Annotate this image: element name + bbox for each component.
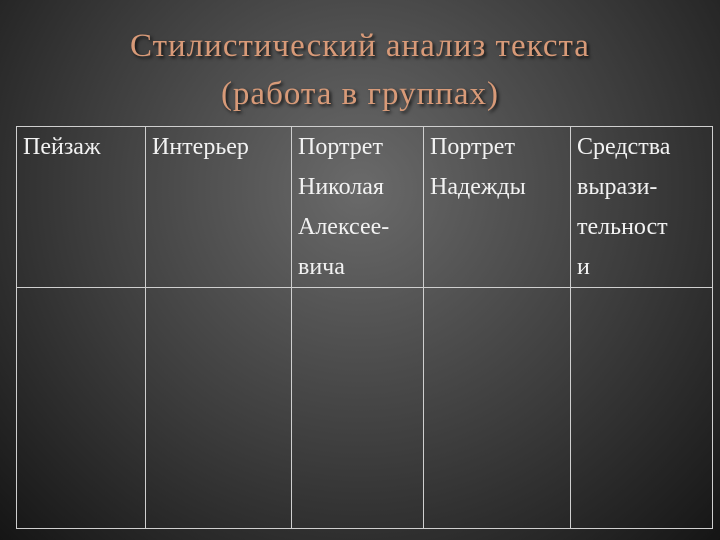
table-cell	[571, 288, 713, 529]
table-row	[17, 288, 713, 529]
header-cell-portrait-nikolai: Портрет Николая Алексее- вича	[292, 127, 424, 288]
title-line-1: Стилистический анализ текста	[130, 28, 590, 64]
table-cell	[146, 288, 292, 529]
title-line-2: (работа в группах)	[220, 76, 500, 112]
table-cell	[17, 288, 146, 529]
header-cell-interior: Интерьер	[146, 127, 292, 288]
table-header-row	[17, 127, 713, 288]
slide-title	[0, 22, 720, 118]
header-cell-portrait-nadezhda: Портрет Надежды	[424, 127, 571, 288]
header-cell-expressive-means: Средства вырази- тельност и	[571, 127, 713, 288]
table-cell	[424, 288, 571, 529]
header-cell-landscape: Пейзаж	[17, 127, 146, 288]
analysis-table	[16, 126, 713, 529]
table-cell	[292, 288, 424, 529]
